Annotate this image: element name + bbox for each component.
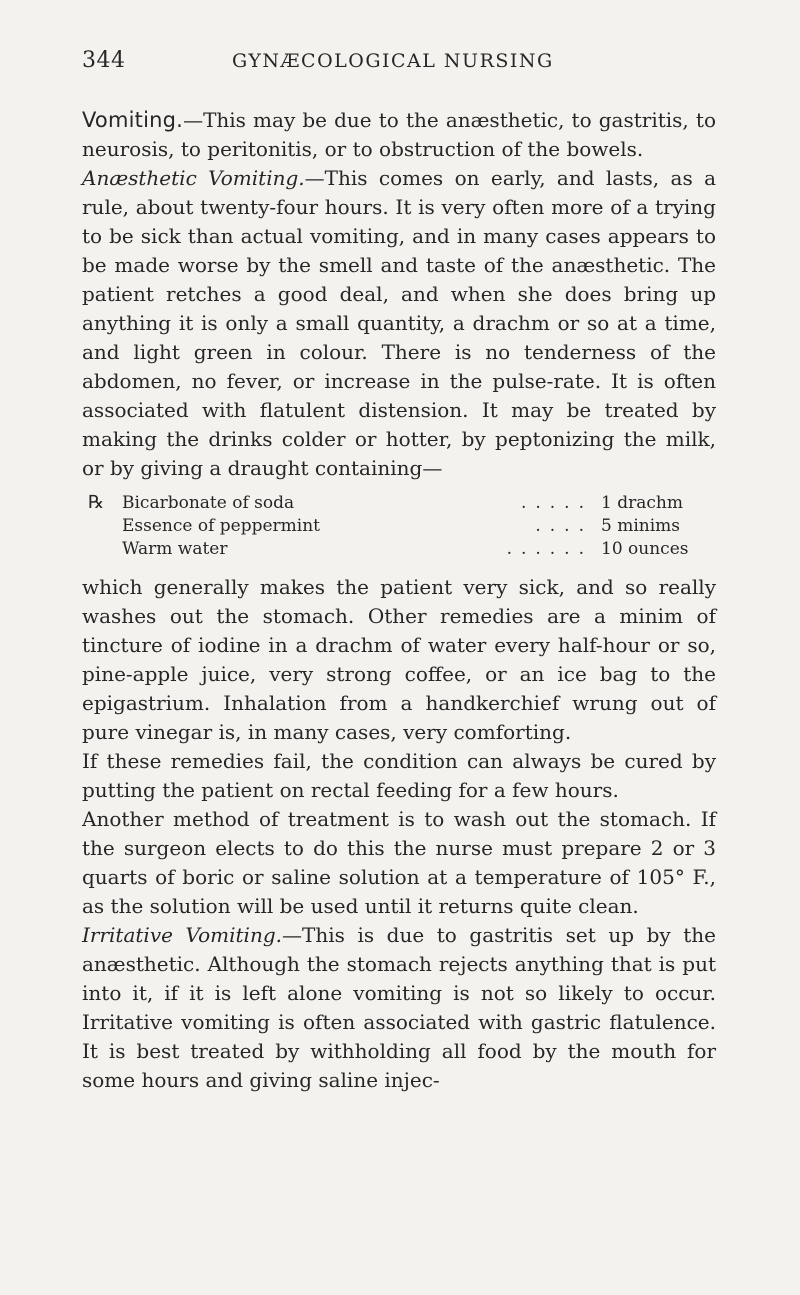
prescription-leader: ..... <box>520 493 593 513</box>
prescription-item-name: Bicarbonate of soda <box>122 493 295 513</box>
anaesthetic-vomiting-text: —This comes on early, and lasts, as a rule, about twenty-four hours. It is very often more of a trying to be sick than actual vomiting, and in many cases appears to be made worse by the smell and taste of the anæsthetic. The patient retches a good deal, and when she does bring up anything it is only a small quantity, a drachm or so at a time, and light green in colour. There is no tenderness of the abdomen, no fever, or increase in the pulse-rate. It is often associated with flatulent distension. It may be treated by making the drinks colder or hotter, by peptonizing the milk, or by giving a draught containing— <box>82 166 716 480</box>
prescription-leader: .... <box>535 516 593 536</box>
prescription-item-amount: 10 ounces <box>601 539 689 559</box>
running-title: GYNÆCOLOGICAL NURSING <box>232 50 554 72</box>
prescription-row <box>88 538 716 561</box>
vomiting-heading: Vomiting. <box>82 108 184 132</box>
prescription-item-amount: 1 drachm <box>601 493 683 513</box>
anaesthetic-vomiting-heading: Anæsthetic Vomiting. <box>82 166 305 190</box>
remedies-fail-paragraph: If these remedies fail, the condition can always be cured by putting the patient on rectal feeding for a few hours. <box>82 749 716 802</box>
vomiting-text: —This may be due to the anæsthetic, to gastritis, to neurosis, to peritonitis, or to obstruction of the bowels. <box>82 108 716 161</box>
wash-out-paragraph: Another method of treatment is to wash out the stomach. If the surgeon elects to do this the nurse must prepare 2 or 3 quarts of boric or saline solution at a temperature of 105° F., as the solution will be used until it returns quite clean. <box>82 807 716 918</box>
prescription-leader: ...... <box>506 539 593 559</box>
prescription-block <box>88 491 716 561</box>
prescription-item-amount: 5 minims <box>601 516 681 536</box>
prescription-item-name: Warm water <box>122 539 228 559</box>
vomiting-paragraph <box>82 106 716 164</box>
prescription-row <box>88 515 716 538</box>
prescription-symbol: ℞ <box>88 492 105 513</box>
body-text <box>82 106 716 1095</box>
after-prescription-paragraph: which generally makes the patient very sick, and so really washes out the stomach. Other remedies are a minim of tincture of iodine in a drachm of water every half-hour or so, pine-apple juice, very strong coffee, or an ice bag to the epigastrium. Inhalation from a handkerchief wrung out of pure vinegar is, in many cases, very comforting. <box>82 575 716 744</box>
prescription-row <box>88 491 716 515</box>
irritative-vomiting-text: —This is due to gastritis set up by the anæsthetic. Although the stomach rejects anything that is put into it, if it is left alone vomiting is not so likely to occur. Irritative vomiting is often associated with gastric flatulence. It is best treated by withholding all food by the mouth for some hours and giving saline injec- <box>82 923 716 1092</box>
page-number: 344 <box>82 48 126 73</box>
irritative-vomiting-paragraph <box>82 921 716 1095</box>
anaesthetic-vomiting-paragraph <box>82 164 716 483</box>
prescription-item-name: Essence of peppermint <box>122 516 321 536</box>
irritative-vomiting-heading: Irritative Vomiting. <box>82 923 282 947</box>
running-head <box>82 48 716 78</box>
